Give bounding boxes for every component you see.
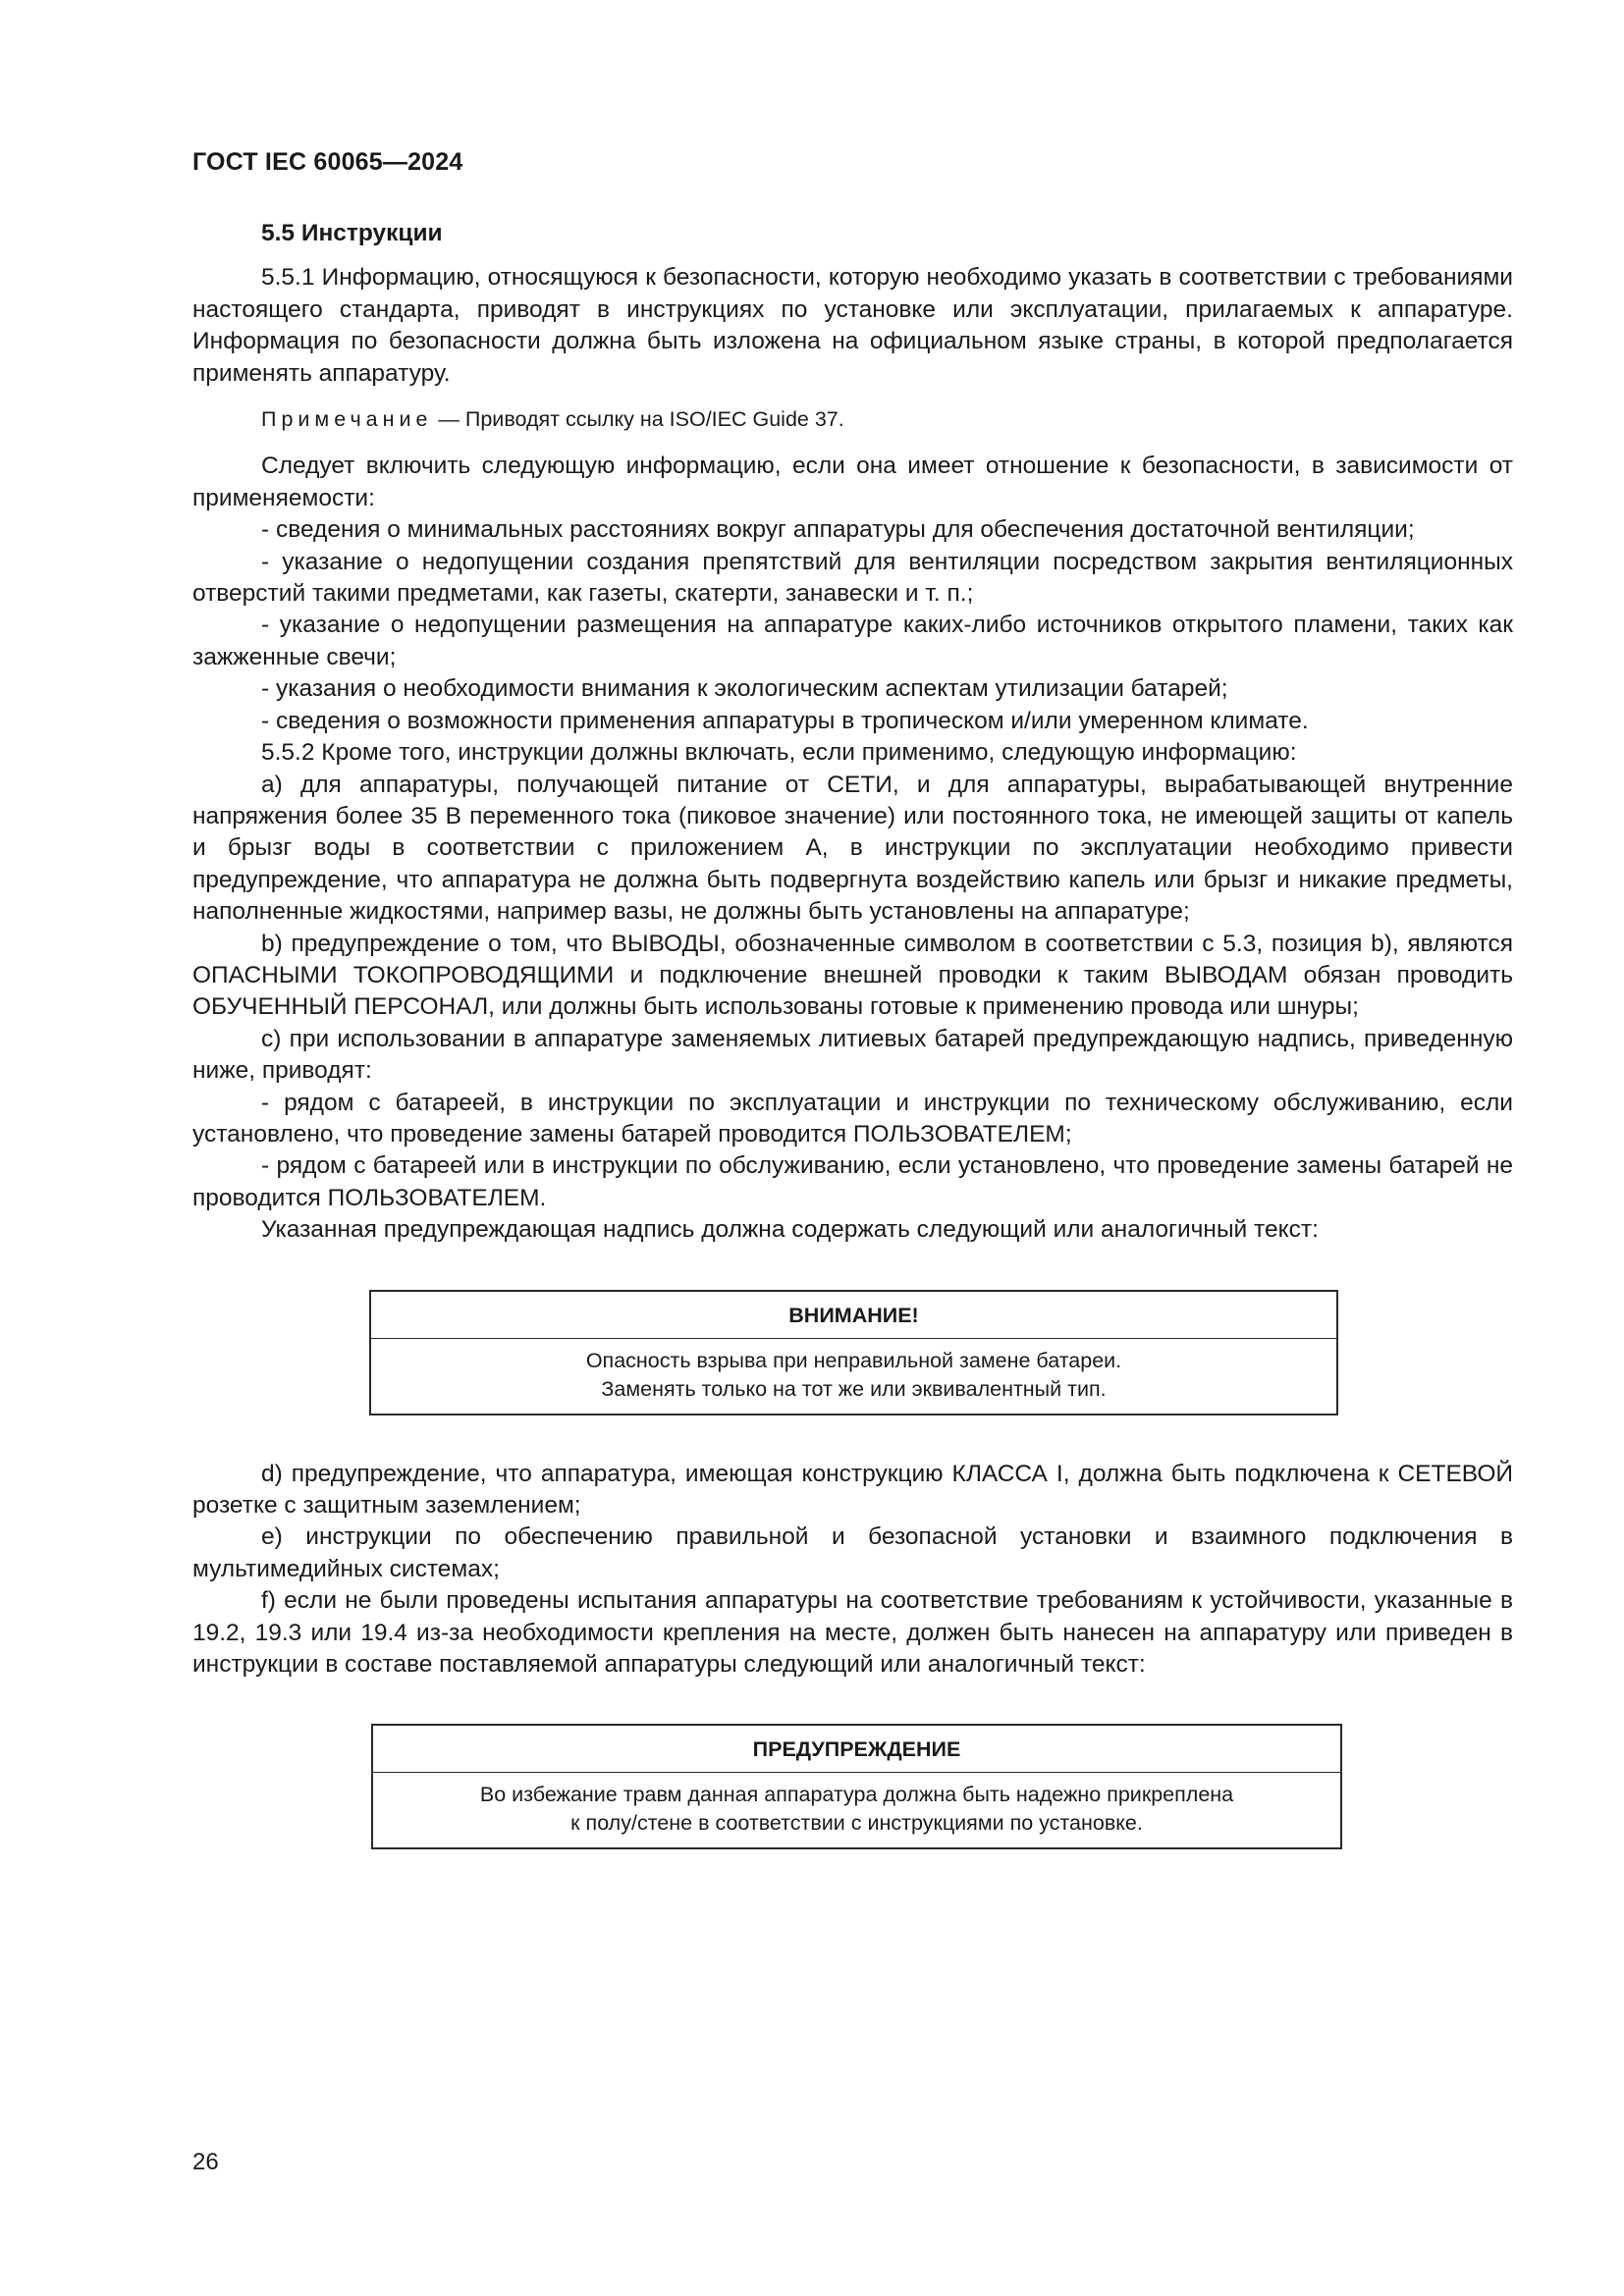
box-divider [373,1772,1340,1773]
list-item-f: f) если не были проведены испытания аппаратуры на соответствие требованиям к устойчивости, указанные в 19.2, 19.3 или 19.4 из-за необходимости крепления на месте, должен быть нанесен на аппаратуру или приведен в инструкции в составе поставляемой аппаратуры следующий или аналогичный текст: [192,1587,1513,1679]
list-item: - рядом с батареей или в инструкции по обслуживанию, если установлено, что проведение замены батарей не проводится ПОЛЬЗОВАТЕЛЕМ. [192,1152,1513,1211]
note-label: Примечание [261,407,433,432]
document-body [192,218,1513,1849]
section-title: 5.5 Инструкции [261,220,443,246]
list-item-c: c) при использовании в аппаратуре заменяемых литиевых батарей предупреждающую надпись, приведенную ниже, приводят: [192,1025,1513,1085]
warning-line: Во избежание травм данная аппаратура должна быть надежно прикреплена [479,1783,1234,1807]
list-item: - рядом с батареей, в инструкции по эксплуатации и инструкции по техническому обслуживанию, если установлено, что проведение замены батарей проводится ПОЛЬЗОВАТЕЛЕМ; [192,1089,1513,1148]
list-item-e: e) инструкции по обеспечению правильной и безопасной установки и взаимного подключения в мультимедийных системах; [192,1523,1513,1582]
list-item: - указания о необходимости внимания к экологическим аспектам утилизации батарей; [261,675,1228,703]
list-item-a: a) для аппаратуры, получающей питание от СЕТИ, и для аппаратуры, вырабатывающей внутренние напряжения более 35 В переменного тока (пиковое значение) или постоянного тока, не имеющей защиты от капель и брызг воды в соответствии с приложением А, в инструкции по эксплуатации необходимо привести предупреждение, что аппаратура не должна быть подвергнута воздействию капель или брызг и никакие предметы, наполненные жидкостями, например вазы, не должны быть установлены на аппаратуре; [192,771,1513,926]
list-item: - указание о недопущении размещения на аппаратуре каких-либо источников открытого пламени, таких как зажженные свечи; [192,612,1513,670]
intro-paragraph: Следует включить следующую информацию, если она имеет отношение к безопасности, в зависимости от применяемости: [192,453,1513,511]
caution-box [369,1290,1338,1415]
list-item-d: d) предупреждение, что аппаратура, имеющая конструкцию КЛАССА I, должна быть подключена к СЕТЕВОЙ розетке с защитным заземлением; [192,1460,1513,1519]
paragraph-5-5-1: 5.5.1 Информацию, относящуюся к безопасности, которую необходимо указать в соответствии с требованиями настоящего стандарта, приводят в инструкциях по установке или эксплуатации, прилагаемых к аппаратуре. Информация по безопасности должна быть изложена на официальном языке страны, в которой предполагается применять аппаратуру. [192,264,1513,387]
note [192,403,1513,435]
note-text: — Приводят ссылку на ISO/IEC Guide 37. [432,407,844,432]
box-divider [371,1338,1336,1339]
warning-line: к полу/стене в соответствии с инструкциями по установке. [570,1811,1143,1836]
document-header: ГОСТ IEC 60065—2024 [192,148,463,176]
list-item: - указание о недопущении создания препятствий для вентиляции посредством закрытия вентиляционных отверстий такими предметами, как газеты, скатерти, занавески и т. п.; [192,548,1513,608]
list-item: - сведения о минимальных расстояниях вокруг аппаратуры для обеспечения достаточной вентиляции; [261,516,1415,544]
list-item: - сведения о возможности применения аппаратуры в тропическом и/или умеренном климате. [261,707,1309,734]
paragraph-5-5-2: 5.5.2 Кроме того, инструкции должны включать, если применимо, следующую информацию: [261,739,1297,767]
warning-box [371,1724,1342,1849]
warning-title: ПРЕДУПРЕЖДЕНИЕ [752,1737,961,1762]
list-item-b: b) предупреждение о том, что ВЫВОДЫ, обозначенные символом в соответствии с 5.3, позиция b), являются ОПАСНЫМИ ТОКОПРОВОДЯЩИМИ и подключение внешней проводки к таким ВЫВОДАМ обязан проводить ОБУЧЕННЫЙ ПЕРСОНАЛ, или должны быть использованы готовые к применению провода или шнуры; [192,930,1513,1021]
caution-line: Заменять только на тот же или эквивалентный тип. [601,1376,1107,1401]
caution-title: ВНИМАНИЕ! [788,1303,919,1327]
caution-line: Опасность взрыва при неправильной замене батареи. [585,1348,1122,1372]
warning-intro: Указанная предупреждающая надпись должна содержать следующий или аналогичный текст: [261,1216,1319,1244]
page-number: 26 [192,2149,219,2175]
